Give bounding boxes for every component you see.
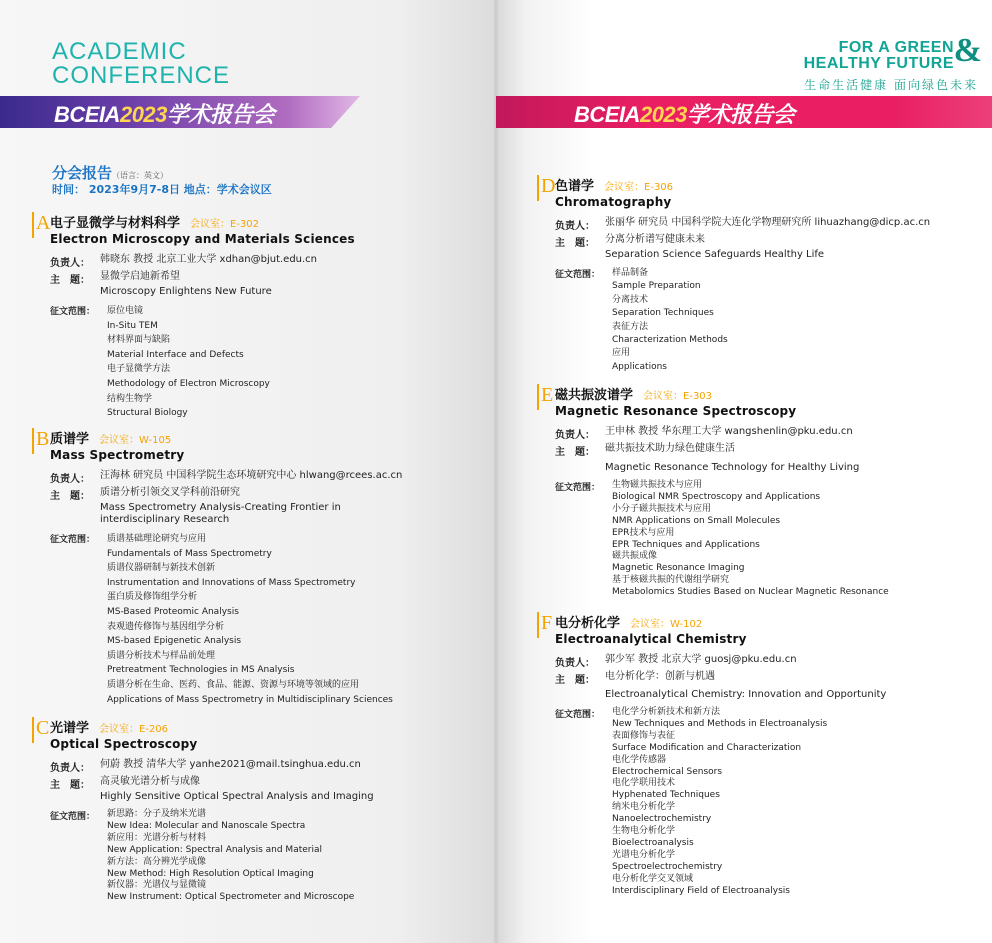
room-label: 会议室：E-303 — [643, 391, 713, 402]
topic-en: Microscopy Enlightens New Future — [100, 286, 272, 297]
scope-item: NMR Applications on Small Molecules — [612, 515, 781, 526]
academic-line: ACADEMIC — [52, 38, 187, 65]
scope-item: 纳米电分析化学 — [612, 802, 676, 813]
topic-en: Highly Sensitive Optical Spectral Analysis and Imaging — [100, 791, 374, 802]
scope-item: 质谱仪器研制与新技术创新 — [107, 563, 216, 574]
chair-label: 负责人： — [555, 221, 595, 232]
scope-item: Surface Modification and Characterization — [612, 742, 802, 753]
scope-item: 原位电镜 — [107, 306, 144, 316]
topic-row — [555, 443, 889, 458]
scope-item: 生物磁共振技术与应用 — [612, 480, 703, 490]
scope-item: 蛋白质及修饰组学分析 — [107, 592, 198, 603]
slogan-chinese: 生命生活健康 面向绿色未来 — [804, 78, 978, 92]
section-d — [541, 175, 931, 374]
section-letter: C — [32, 717, 48, 743]
section-title-cn — [555, 175, 930, 194]
scope-item: Interdisciplinary Field of Electroanalysis — [612, 885, 790, 896]
chair-label: 负责人： — [50, 474, 90, 485]
topic-cn: 电分析化学：创新与机遇 — [605, 671, 715, 682]
section-letter: E — [537, 384, 553, 410]
scope-label: 征文范围： — [50, 307, 96, 317]
section-letter: B — [32, 428, 48, 454]
scope-item: Fundamentals of Mass Spectrometry — [107, 548, 272, 559]
banner-prefix: BCEIA — [54, 102, 120, 127]
topic-label: 主 题： — [555, 238, 595, 249]
topic-label: 主 题： — [50, 780, 90, 791]
banner-prefix: BCEIA — [574, 102, 640, 127]
scope-item: 质谱分析技术与样品前处理 — [107, 650, 216, 661]
scope-item: 表面修饰与表征 — [612, 730, 676, 741]
chair-row — [50, 254, 355, 269]
section-c — [36, 717, 374, 904]
chair-row — [555, 217, 930, 232]
topic-cn: 显微学启迪新希望 — [100, 271, 180, 282]
section-title-en: Mass Spectrometry — [50, 448, 185, 462]
section-letter: A — [32, 212, 48, 238]
scope-block — [555, 267, 930, 374]
topic-label: 主 题： — [555, 447, 595, 458]
right-banner-text — [574, 98, 794, 129]
scope-item: Spectroelectrochemistry — [612, 861, 723, 872]
title-cn-text: 电分析化学 — [555, 616, 621, 631]
topic-cn: 分离分析谱写健康未来 — [605, 234, 705, 245]
scope-block — [50, 809, 374, 904]
green-future-logo — [803, 32, 982, 93]
chair-value: 王申林 教授 华东理工大学 wangshenlin@pku.edu.cn — [605, 426, 853, 437]
scope-label: 征文范围： — [555, 710, 601, 720]
session-title — [52, 162, 168, 183]
section-title-en: Electroanalytical Chemistry — [555, 632, 747, 646]
topic-row — [50, 487, 402, 502]
section-title-en: Chromatography — [555, 195, 672, 209]
section-a — [36, 212, 355, 421]
banner-year: 2023 — [639, 102, 687, 127]
scope-label: 征文范围： — [555, 270, 601, 280]
scope-item: Separation Techniques — [612, 308, 714, 319]
scope-label: 征文范围： — [50, 535, 96, 545]
scope-item: 电化学分析新技术和新方法 — [612, 707, 721, 717]
title-cn-text: 光谱学 — [50, 721, 90, 736]
scope-item: New Idea: Molecular and Nanoscale Spectra — [107, 820, 306, 831]
topic-label: 主 题： — [50, 275, 90, 286]
topic-label: 主 题： — [50, 491, 90, 502]
scope-item: Methodology of Electron Microscopy — [107, 378, 270, 389]
banner-suffix: 学术报告会 — [166, 102, 275, 127]
topic-label: 主 题： — [555, 675, 595, 686]
room-label: 会议室：E-206 — [99, 724, 169, 735]
scope-item: 磁共振成像 — [612, 551, 658, 562]
scope-item: 新思路：分子及纳米光谱 — [107, 809, 207, 819]
title-cn-text: 质谱学 — [50, 432, 90, 447]
topic-cn: 质谱分析引领交叉学科前沿研究 — [100, 487, 240, 498]
chair-value: 郭少军 教授 北京大学 guosj@pku.edu.cn — [605, 654, 797, 665]
scope-item: 新仪器：光谱仪与显微镜 — [107, 880, 207, 891]
topic-row — [50, 776, 374, 791]
title-cn-text: 色谱学 — [555, 179, 595, 194]
section-letter: D — [537, 175, 553, 201]
section-b — [36, 428, 403, 707]
room-label: 会议室：E-302 — [190, 219, 260, 230]
scope-item: Structural Biology — [107, 408, 188, 419]
chair-label: 负责人： — [50, 763, 90, 774]
session-title-text: 分会报告 — [52, 164, 113, 182]
chair-label: 负责人： — [555, 430, 595, 441]
section-title-cn — [50, 428, 402, 447]
scope-item: 电分析化学交叉领域 — [612, 873, 694, 884]
section-e — [541, 384, 889, 599]
section-title-cn — [555, 612, 886, 631]
scope-item: MS-Based Proteomic Analysis — [107, 606, 239, 617]
scope-item: EPR技术与应用 — [612, 527, 675, 538]
topic-row — [555, 234, 930, 249]
scope-item: Nanoelectrochemistry — [612, 814, 712, 825]
scope-item: 结构生物学 — [107, 393, 153, 404]
scope-block — [50, 532, 402, 707]
title-cn-text: 电子显微学与材料科学 — [50, 216, 181, 231]
scope-item: Magnetic Resonance Imaging — [612, 563, 745, 574]
scope-item: New Method: High Resolution Optical Imaging — [107, 868, 314, 879]
scope-block — [555, 707, 886, 898]
scope-item: New Application: Spectral Analysis and Material — [107, 844, 322, 855]
topic-cn: 磁共振技术助力绿色健康生活 — [605, 443, 735, 454]
scope-item: 材料界面与缺陷 — [107, 335, 171, 346]
chair-label: 负责人： — [50, 258, 90, 269]
scope-item: Instrumentation and Innovations of Mass Spectrometry — [107, 577, 356, 588]
scope-item: 新应用：光谱分析与材料 — [107, 832, 207, 843]
scope-item: 小分子磁共振技术与应用 — [612, 503, 712, 514]
section-title-en: Magnetic Resonance Spectroscopy — [555, 404, 797, 418]
scope-item: Biological NMR Spectroscopy and Applications — [612, 491, 821, 502]
academic-conference-heading — [52, 40, 230, 88]
scope-list — [107, 809, 354, 904]
chair-value: 何蔚 教授 清华大学 yanhe2021@mail.tsinghua.edu.cn — [100, 759, 361, 770]
session-time-place: 时间： 2023年9月7-8日 地点：学术会议区 — [52, 183, 272, 196]
scope-item: 生物电分析化学 — [612, 826, 676, 837]
scope-item: New Instrument: Optical Spectrometer and Microscope — [107, 892, 355, 903]
scope-item: MS-based Epigenetic Analysis — [107, 636, 242, 647]
scope-item: 质谱分析在生命、医药、食品、能源、资源与环境等领域的应用 — [107, 679, 360, 690]
section-letter: F — [537, 612, 553, 638]
scope-item: Applications of Mass Spectrometry in Multidisciplinary Sciences — [107, 694, 393, 705]
scope-item: EPR Techniques and Applications — [612, 539, 760, 550]
scope-item: 新方法：高分辨光学成像 — [107, 856, 207, 867]
scope-item: 表征方法 — [612, 321, 649, 332]
section-title-cn — [50, 212, 355, 231]
scope-item: 电化学联用技术 — [612, 778, 676, 789]
section-title-en: Optical Spectroscopy — [50, 737, 198, 751]
scope-list — [612, 480, 889, 599]
scope-item: Metabolomics Studies Based on Nuclear Magnetic Resonance — [612, 587, 889, 598]
scope-item: Applications — [612, 361, 667, 372]
page-spine — [494, 0, 498, 943]
section-title-cn — [555, 384, 889, 403]
topic-row — [50, 271, 355, 286]
scope-list — [612, 707, 827, 898]
scope-item: 样品制备 — [612, 268, 649, 278]
slogan-line-2: HEALTHY FUTURE — [803, 55, 954, 72]
chair-value: 汪海林 研究员 中国科学院生态环境研究中心 hlwang@rcees.ac.cn — [100, 470, 403, 481]
scope-item: 质谱基础理论研究与应用 — [107, 534, 207, 544]
chair-row — [555, 654, 886, 669]
topic-en-line-1: Mass Spectrometry Analysis-Creating Frontier in — [100, 502, 341, 513]
topic-en-line-2: interdisciplinary Research — [100, 514, 230, 525]
chair-label: 负责人： — [555, 658, 595, 669]
scope-item: 光谱电分析化学 — [612, 849, 676, 860]
chair-row — [555, 426, 889, 441]
scope-list — [612, 267, 728, 374]
scope-item: New Techniques and Methods in Electroanalysis — [612, 718, 828, 729]
scope-item: 电子显微学方法 — [107, 364, 171, 375]
scope-label: 征文范围： — [50, 812, 96, 822]
scope-item: Electrochemical Sensors — [612, 766, 723, 777]
topic-en: Electroanalytical Chemistry: Innovation and Opportunity — [605, 689, 887, 700]
chair-row — [50, 470, 402, 485]
scope-item: Characterization Methods — [612, 335, 728, 346]
scope-item: 表观遗传修饰与基因组学分析 — [107, 621, 225, 632]
chair-row — [50, 759, 374, 774]
scope-list — [107, 304, 270, 421]
chair-value: 张丽华 研究员 中国科学院大连化学物理研究所 lihuazhang@dicp.ac.cn — [605, 217, 931, 228]
scope-block — [555, 480, 889, 599]
banner-year: 2023 — [119, 102, 167, 127]
topic-en: Separation Science Safeguards Healthy Life — [605, 249, 825, 260]
room-label: 会议室：E-306 — [604, 182, 674, 193]
scope-item: Material Interface and Defects — [107, 349, 244, 360]
scope-item: Sample Preparation — [612, 281, 701, 292]
session-language: （语言：英文） — [112, 171, 169, 180]
topic-cn: 高灵敏光谱分析与成像 — [100, 776, 200, 787]
topic-en: Magnetic Resonance Technology for Healthy Living — [605, 462, 860, 473]
ampersand-mark: & — [953, 32, 982, 69]
banner-suffix: 学术报告会 — [686, 102, 795, 127]
topic-row — [555, 671, 886, 686]
scope-list — [107, 532, 393, 707]
conference-line: CONFERENCE — [52, 62, 231, 89]
room-label: 会议室：W-105 — [99, 435, 172, 446]
scope-item: In-Situ TEM — [107, 320, 158, 331]
scope-item: Pretreatment Technologies in MS Analysis — [107, 665, 295, 676]
section-title-en: Electron Microscopy and Materials Sciences — [50, 232, 355, 246]
room-label: 会议室：W-102 — [630, 619, 703, 630]
scope-item: 应用 — [612, 348, 631, 359]
title-cn-text: 磁共振波谱学 — [555, 388, 634, 403]
section-f — [541, 612, 887, 898]
scope-label: 征文范围： — [555, 483, 601, 493]
chair-value: 韩晓东 教授 北京工业大学 xdhan@bjut.edu.cn — [100, 254, 318, 265]
left-banner-text — [54, 98, 274, 129]
scope-item: 基于核磁共振的代谢组学研究 — [612, 575, 730, 586]
scope-block — [50, 304, 355, 421]
scope-item: Bioelectroanalysis — [612, 837, 694, 848]
scope-item: Hyphenated Techniques — [612, 790, 720, 801]
section-title-cn — [50, 717, 374, 736]
scope-item: 电化学传感器 — [612, 754, 667, 765]
slogan-line-1: FOR A GREEN — [838, 39, 954, 56]
scope-item: 分离技术 — [612, 294, 649, 305]
